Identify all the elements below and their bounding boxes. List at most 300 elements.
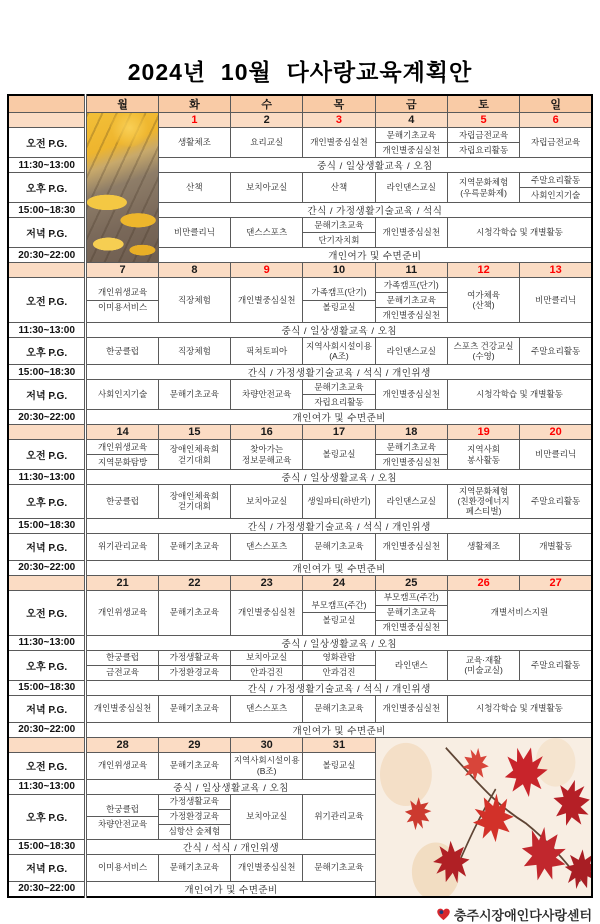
merged-activity-cell: 중식 / 일상생활교육 / 오침 bbox=[86, 323, 592, 338]
activity-cell bbox=[231, 650, 303, 680]
activity-cell-content bbox=[376, 338, 447, 364]
activity-cell bbox=[231, 218, 303, 248]
date-cell: 6 bbox=[520, 113, 592, 128]
activity-cell bbox=[158, 752, 230, 779]
activity-cell bbox=[447, 440, 519, 470]
activity-line: 개인별중심실천 bbox=[382, 227, 441, 238]
activity-line: 보치아교실 bbox=[246, 811, 288, 822]
activity-cell bbox=[86, 485, 158, 519]
activity-entry bbox=[303, 855, 374, 881]
activity-cell-content bbox=[448, 220, 591, 246]
activity-line: 문해기초교육 bbox=[314, 703, 364, 714]
activity-entry bbox=[87, 488, 157, 514]
activity-cell-content bbox=[87, 338, 157, 364]
activity-cell bbox=[158, 533, 230, 560]
activity-entry bbox=[376, 488, 447, 514]
day-header-월: 월 bbox=[86, 95, 158, 113]
time-label-eve: 저녁 P.G. bbox=[8, 533, 86, 560]
activity-cell-content bbox=[376, 534, 447, 560]
date-cell: 27 bbox=[520, 575, 592, 590]
activity-cell-content bbox=[448, 696, 591, 722]
activity-line: 교육·재활 bbox=[465, 654, 502, 665]
w4-snack-row bbox=[8, 680, 592, 695]
activity-entry bbox=[376, 175, 447, 201]
activity-cell-content bbox=[231, 600, 302, 626]
date-cell: 12 bbox=[447, 263, 519, 278]
date-cell: 15 bbox=[158, 425, 230, 440]
activity-cell-content bbox=[159, 287, 230, 313]
date-cell: 21 bbox=[86, 575, 158, 590]
activity-entry bbox=[303, 612, 374, 627]
activity-line: 사회인지기술 bbox=[530, 189, 581, 200]
activity-cell bbox=[158, 218, 230, 248]
activity-line: 라인댄스교실 bbox=[386, 182, 436, 193]
activity-cell-content bbox=[303, 442, 374, 468]
activity-entry bbox=[87, 855, 157, 881]
activity-line: 문해기초교육 bbox=[169, 389, 220, 400]
activity-cell bbox=[447, 173, 519, 203]
merged-activity-cell: 간식 / 가정생활기술교육 / 석식 / 개인위생 bbox=[86, 518, 592, 533]
activity-cell bbox=[158, 173, 230, 203]
time-label-am: 오전 P.G. bbox=[8, 278, 86, 323]
activity-cell bbox=[231, 338, 303, 365]
activity-line: 지역문화체험 bbox=[458, 486, 509, 496]
activity-cell bbox=[86, 854, 158, 881]
activity-cell-content bbox=[231, 220, 302, 246]
activity-cell-content bbox=[231, 175, 302, 201]
activity-entry bbox=[231, 753, 302, 779]
activity-entry bbox=[87, 665, 157, 680]
activity-entry bbox=[159, 220, 230, 246]
w2-date-row bbox=[8, 263, 592, 278]
activity-cell-content bbox=[448, 382, 591, 408]
activity-cell bbox=[303, 695, 375, 722]
merged-activity-cell: 중식 / 일상생활교육 / 오침 bbox=[86, 470, 592, 485]
activity-cell-content bbox=[87, 600, 157, 626]
activity-cell-content bbox=[231, 382, 302, 408]
w2-am-row bbox=[8, 278, 592, 323]
activity-cell-content bbox=[87, 488, 157, 514]
activity-cell-content bbox=[159, 753, 230, 779]
activity-cell-content bbox=[303, 855, 374, 881]
activity-cell bbox=[520, 173, 592, 203]
activity-entry bbox=[303, 753, 374, 779]
activity-line: 가정생활교육 bbox=[169, 796, 220, 807]
date-cell: 26 bbox=[447, 575, 519, 590]
merged-activity-cell: 개인여가 및 수면준비 bbox=[86, 722, 592, 737]
time-label-eve: 저녁 P.G. bbox=[8, 380, 86, 410]
activity-line: 개인별중심실천 bbox=[382, 144, 441, 155]
activity-line: 차량안전교육 bbox=[97, 818, 148, 829]
activity-entry bbox=[376, 128, 447, 142]
time-label-eve: 저녁 P.G. bbox=[8, 695, 86, 722]
time-label-snack: 15:00~18:30 bbox=[8, 839, 86, 854]
w2-eve-row bbox=[8, 380, 592, 410]
merged-activity-cell: 개인여가 및 수면준비 bbox=[86, 881, 375, 897]
activity-cell bbox=[158, 380, 230, 410]
date-cell: 17 bbox=[303, 425, 375, 440]
activity-entry bbox=[448, 696, 591, 722]
activity-cell-content bbox=[376, 382, 447, 408]
activity-cell-content bbox=[520, 442, 591, 468]
activity-cell bbox=[303, 278, 375, 323]
activity-line: 한궁클럽 bbox=[106, 345, 140, 356]
activity-line: 봉사활동 bbox=[467, 454, 501, 465]
activity-line: 개인별중심실천 bbox=[382, 622, 441, 633]
activity-cell bbox=[375, 218, 447, 248]
activity-entry bbox=[376, 142, 447, 157]
activity-line: 볼링교실 bbox=[322, 302, 356, 313]
activity-line: 가정환경교육 bbox=[169, 667, 220, 678]
activity-cell bbox=[303, 218, 375, 248]
activity-cell bbox=[86, 695, 158, 722]
activity-cell bbox=[375, 278, 447, 323]
w3-night-row bbox=[8, 560, 592, 575]
activity-line: 개인위생교육 bbox=[97, 760, 148, 771]
activity-entry bbox=[520, 338, 591, 364]
activity-line: 개인별중심실천 bbox=[382, 309, 441, 320]
activity-line: 볼링교실 bbox=[322, 760, 356, 771]
activity-cell bbox=[447, 128, 519, 158]
time-label-lunch: 11:30~13:00 bbox=[8, 323, 86, 338]
time-label-night: 20:30~22:00 bbox=[8, 248, 86, 263]
activity-cell-content bbox=[231, 287, 302, 313]
activity-entry bbox=[159, 824, 230, 839]
activity-entry bbox=[159, 442, 230, 468]
activity-cell bbox=[447, 650, 519, 680]
w3-am-row bbox=[8, 440, 592, 470]
activity-line: 문해기초교육 bbox=[169, 862, 220, 873]
activity-cell bbox=[86, 650, 158, 680]
activity-cell bbox=[231, 533, 303, 560]
activity-cell-content bbox=[303, 130, 374, 156]
date-cell: 20 bbox=[520, 425, 592, 440]
activity-cell bbox=[447, 380, 592, 410]
activity-cell bbox=[303, 380, 375, 410]
activity-line: 지역사회 bbox=[467, 444, 501, 455]
date-cell: 10 bbox=[303, 263, 375, 278]
activity-cell-content bbox=[376, 696, 447, 722]
activity-line: 문해기초교육 bbox=[169, 760, 220, 771]
activity-entry bbox=[376, 338, 447, 364]
activity-line: 개별서비스지원 bbox=[490, 607, 549, 618]
activity-line: 여가체육 bbox=[467, 289, 501, 300]
activity-cell-content bbox=[159, 130, 230, 156]
activity-entry bbox=[520, 488, 591, 514]
activity-entry bbox=[231, 534, 302, 560]
activity-cell bbox=[303, 338, 375, 365]
activity-line: 위기관리교육 bbox=[314, 811, 364, 822]
activity-line: 주말요리활동 bbox=[530, 659, 581, 670]
activity-cell bbox=[158, 854, 230, 881]
activity-cell bbox=[447, 485, 519, 519]
activity-line: 한궁클럽 bbox=[106, 803, 140, 814]
activity-cell bbox=[86, 794, 158, 839]
activity-cell bbox=[231, 173, 303, 203]
activity-entry bbox=[87, 440, 157, 454]
activity-cell-content bbox=[87, 286, 157, 315]
merged-activity-cell: 개인여가 및 수면준비 bbox=[158, 248, 592, 263]
activity-cell-content bbox=[520, 130, 591, 156]
activity-cell-content bbox=[303, 175, 374, 201]
activity-entry bbox=[376, 292, 447, 307]
activity-entry bbox=[520, 287, 591, 313]
activity-cell-content bbox=[448, 128, 519, 157]
date-cell: 25 bbox=[375, 575, 447, 590]
activity-line: 자립요리활동 bbox=[458, 144, 509, 155]
activity-entry bbox=[448, 652, 519, 678]
activity-cell-content bbox=[303, 488, 374, 514]
activity-line: 픽쳐토피아 bbox=[246, 345, 288, 356]
activity-cell bbox=[375, 338, 447, 365]
activity-line: 위기관리교육 bbox=[97, 541, 148, 552]
date-cell: 3 bbox=[303, 113, 375, 128]
activity-entry bbox=[520, 442, 591, 468]
activity-cell bbox=[158, 695, 230, 722]
activity-cell bbox=[231, 854, 303, 881]
time-label-am: 오전 P.G. bbox=[8, 128, 86, 158]
activity-cell-content bbox=[87, 534, 157, 560]
activity-line: 안과검진 bbox=[250, 667, 284, 678]
activity-cell-content bbox=[87, 440, 157, 469]
w4-night-row bbox=[8, 722, 592, 737]
activity-entry bbox=[448, 442, 519, 468]
activity-entry bbox=[87, 286, 157, 300]
activity-line: 라인댄스 bbox=[394, 659, 428, 670]
w4-pm-row bbox=[8, 650, 592, 680]
activity-cell bbox=[303, 173, 375, 203]
activity-cell-content bbox=[159, 795, 230, 839]
date-cell: 24 bbox=[303, 575, 375, 590]
activity-line: 단기자치회 bbox=[318, 234, 360, 245]
activity-line: 안과검진 bbox=[322, 667, 356, 678]
w3-snack-row bbox=[8, 518, 592, 533]
activity-cell bbox=[375, 128, 447, 158]
activity-line: 라인댄스교실 bbox=[386, 496, 436, 507]
activity-cell-content bbox=[448, 338, 519, 364]
w4-lunch-row bbox=[8, 635, 592, 650]
activity-cell bbox=[520, 485, 592, 519]
activity-line: 한궁클럽 bbox=[106, 652, 140, 663]
activity-entry bbox=[159, 809, 230, 824]
activity-cell bbox=[86, 380, 158, 410]
activity-cell-content bbox=[87, 802, 157, 831]
activity-entry bbox=[303, 804, 374, 830]
activity-cell bbox=[447, 278, 519, 323]
activity-entry bbox=[159, 651, 230, 665]
activity-cell bbox=[231, 380, 303, 410]
day-header-목: 목 bbox=[303, 95, 375, 113]
activity-line: 문해기초교육 bbox=[314, 381, 364, 392]
activity-cell-content bbox=[231, 338, 302, 364]
merged-activity-cell: 중식 / 일상생활교육 / 오침 bbox=[86, 635, 592, 650]
merged-activity-cell: 간식 / 석식 / 개인위생 bbox=[86, 839, 375, 854]
activity-line: 비만클리닉 bbox=[535, 294, 577, 305]
activity-cell bbox=[375, 695, 447, 722]
activity-entry bbox=[520, 534, 591, 560]
activity-line: 생활체조 bbox=[177, 137, 211, 148]
activity-cell-content bbox=[376, 220, 447, 246]
activity-cell bbox=[447, 590, 592, 635]
activity-entry bbox=[303, 394, 374, 409]
date-cell: 30 bbox=[231, 737, 303, 752]
activity-cell-content bbox=[87, 753, 157, 779]
activity-cell bbox=[375, 440, 447, 470]
w2-pm-row bbox=[8, 338, 592, 365]
activity-cell-content bbox=[159, 696, 230, 722]
activity-cell-content bbox=[87, 855, 157, 881]
w4-am-row bbox=[8, 590, 592, 635]
activity-cell bbox=[375, 590, 447, 635]
activity-entry bbox=[159, 175, 230, 201]
activity-line: 개인별중심실천 bbox=[310, 137, 368, 148]
activity-cell bbox=[158, 440, 230, 470]
activity-cell-content bbox=[159, 651, 230, 680]
activity-cell bbox=[520, 278, 592, 323]
activity-entry bbox=[231, 338, 302, 364]
time-label-lunch: 11:30~13:00 bbox=[8, 779, 86, 794]
activity-cell-content bbox=[376, 128, 447, 157]
date-cell: 11 bbox=[375, 263, 447, 278]
activity-cell-content bbox=[303, 534, 374, 560]
activity-line: 산책 bbox=[330, 182, 348, 193]
time-label-pm: 오후 P.G. bbox=[8, 338, 86, 365]
activity-cell-content bbox=[448, 534, 519, 560]
activity-line: 시청각학습 및 개별활동 bbox=[476, 227, 563, 238]
time-label-snack: 15:00~18:30 bbox=[8, 365, 86, 380]
activity-entry bbox=[87, 816, 157, 831]
activity-line: 문해기초교육 bbox=[386, 294, 436, 305]
activity-line: 개인별중심실천 bbox=[237, 862, 296, 873]
ginkgo-leaves-photo bbox=[86, 113, 158, 263]
day-header-row bbox=[8, 95, 592, 113]
page-title: 2024년 10월 다사랑교육계획안 bbox=[127, 59, 473, 85]
activity-cell bbox=[447, 218, 592, 248]
activity-line: 걷기대회 bbox=[177, 454, 211, 465]
activity-cell-content bbox=[448, 175, 519, 201]
activity-entry bbox=[303, 534, 374, 560]
activity-entry bbox=[303, 175, 374, 201]
activity-cell bbox=[447, 695, 592, 722]
activity-entry bbox=[376, 220, 447, 246]
activity-entry bbox=[303, 218, 374, 232]
date-cell: 1 bbox=[158, 113, 230, 128]
activity-cell-content bbox=[303, 598, 374, 627]
activity-line: 문해기초교육 bbox=[386, 129, 436, 140]
activity-cell bbox=[520, 338, 592, 365]
activity-cell-content bbox=[159, 175, 230, 201]
activity-cell-content bbox=[520, 287, 591, 313]
activity-cell-content bbox=[159, 488, 230, 514]
date-cell: 9 bbox=[231, 263, 303, 278]
activity-cell bbox=[520, 533, 592, 560]
activity-line: 자립요리활동 bbox=[314, 396, 364, 407]
activity-line: 지역문화탐방 bbox=[97, 456, 148, 467]
activity-cell-content bbox=[520, 488, 591, 514]
activity-line: (B조) bbox=[256, 765, 277, 776]
activity-line: 영화관람 bbox=[322, 652, 356, 663]
activity-line: 차량안전교육 bbox=[242, 389, 292, 400]
time-label-night: 20:30~22:00 bbox=[8, 560, 86, 575]
activity-line: (A조) bbox=[329, 351, 349, 361]
ginkgo-leaves-image bbox=[87, 113, 157, 262]
activity-cell-content bbox=[376, 440, 447, 469]
time-label-night: 20:30~22:00 bbox=[8, 722, 86, 737]
date-cell: 22 bbox=[158, 575, 230, 590]
activity-entry bbox=[159, 600, 230, 626]
activity-line: 이미용서비스 bbox=[97, 862, 148, 873]
activity-line: 보치아교실 bbox=[246, 496, 288, 507]
activity-entry bbox=[303, 130, 374, 156]
activity-line: 문해기초교육 bbox=[169, 703, 220, 714]
merged-activity-cell: 간식 / 가정생활기술교육 / 석식 / 개인위생 bbox=[86, 680, 592, 695]
merged-activity-cell: 개인여가 및 수면준비 bbox=[86, 560, 592, 575]
activity-cell-content bbox=[231, 130, 302, 156]
activity-line: (수영) bbox=[472, 351, 495, 361]
activity-entry bbox=[303, 380, 374, 394]
activity-line: (산책) bbox=[472, 300, 495, 310]
activity-cell-content bbox=[87, 382, 157, 408]
activity-line: 개인별중심실천 bbox=[382, 456, 441, 467]
activity-cell-content bbox=[303, 338, 374, 364]
activity-cell-content bbox=[159, 600, 230, 626]
w2-snack-row bbox=[8, 365, 592, 380]
activity-line: 생활체조 bbox=[467, 541, 501, 552]
activity-entry bbox=[376, 278, 447, 292]
activity-line: 볼링교실 bbox=[322, 449, 356, 460]
activity-entry bbox=[231, 382, 302, 408]
activity-entry bbox=[159, 795, 230, 809]
activity-entry bbox=[448, 338, 519, 364]
activity-line: 댄스스포츠 bbox=[246, 703, 288, 714]
activity-line: 문해기초교육 bbox=[386, 441, 436, 452]
footer bbox=[8, 905, 592, 924]
activity-line: 장애인체육회 bbox=[169, 491, 220, 502]
date-cell: 31 bbox=[303, 737, 375, 752]
activity-entry bbox=[87, 534, 157, 560]
activity-entry bbox=[448, 175, 519, 201]
date-cell: 28 bbox=[86, 737, 158, 752]
activity-entry bbox=[376, 454, 447, 469]
activity-entry bbox=[231, 651, 302, 665]
date-row-label-cell bbox=[8, 575, 86, 590]
w4-eve-row bbox=[8, 695, 592, 722]
activity-entry bbox=[448, 128, 519, 142]
activity-entry bbox=[303, 300, 374, 315]
activity-entry bbox=[87, 651, 157, 665]
activity-entry bbox=[448, 142, 519, 157]
activity-cell bbox=[303, 590, 375, 635]
activity-entry bbox=[87, 600, 157, 626]
activity-entry bbox=[448, 485, 519, 518]
activity-entry bbox=[448, 287, 519, 313]
activity-line: 문해기초교육 bbox=[169, 607, 220, 618]
activity-line: 라인댄스교실 bbox=[386, 345, 436, 356]
activity-entry bbox=[231, 442, 302, 468]
activity-entry bbox=[448, 220, 591, 246]
day-header-화: 화 bbox=[158, 95, 230, 113]
activity-cell bbox=[86, 440, 158, 470]
activity-entry bbox=[87, 300, 157, 315]
activity-entry bbox=[376, 307, 447, 322]
activity-line: 직장체험 bbox=[177, 294, 211, 305]
activity-line: 문해기초교육 bbox=[314, 862, 364, 873]
activity-line: 생일파티(하반기) bbox=[307, 496, 371, 507]
activity-cell bbox=[158, 650, 230, 680]
activity-entry bbox=[231, 175, 302, 201]
activity-line: (친환경에너지 bbox=[457, 496, 510, 507]
day-header-수: 수 bbox=[231, 95, 303, 113]
